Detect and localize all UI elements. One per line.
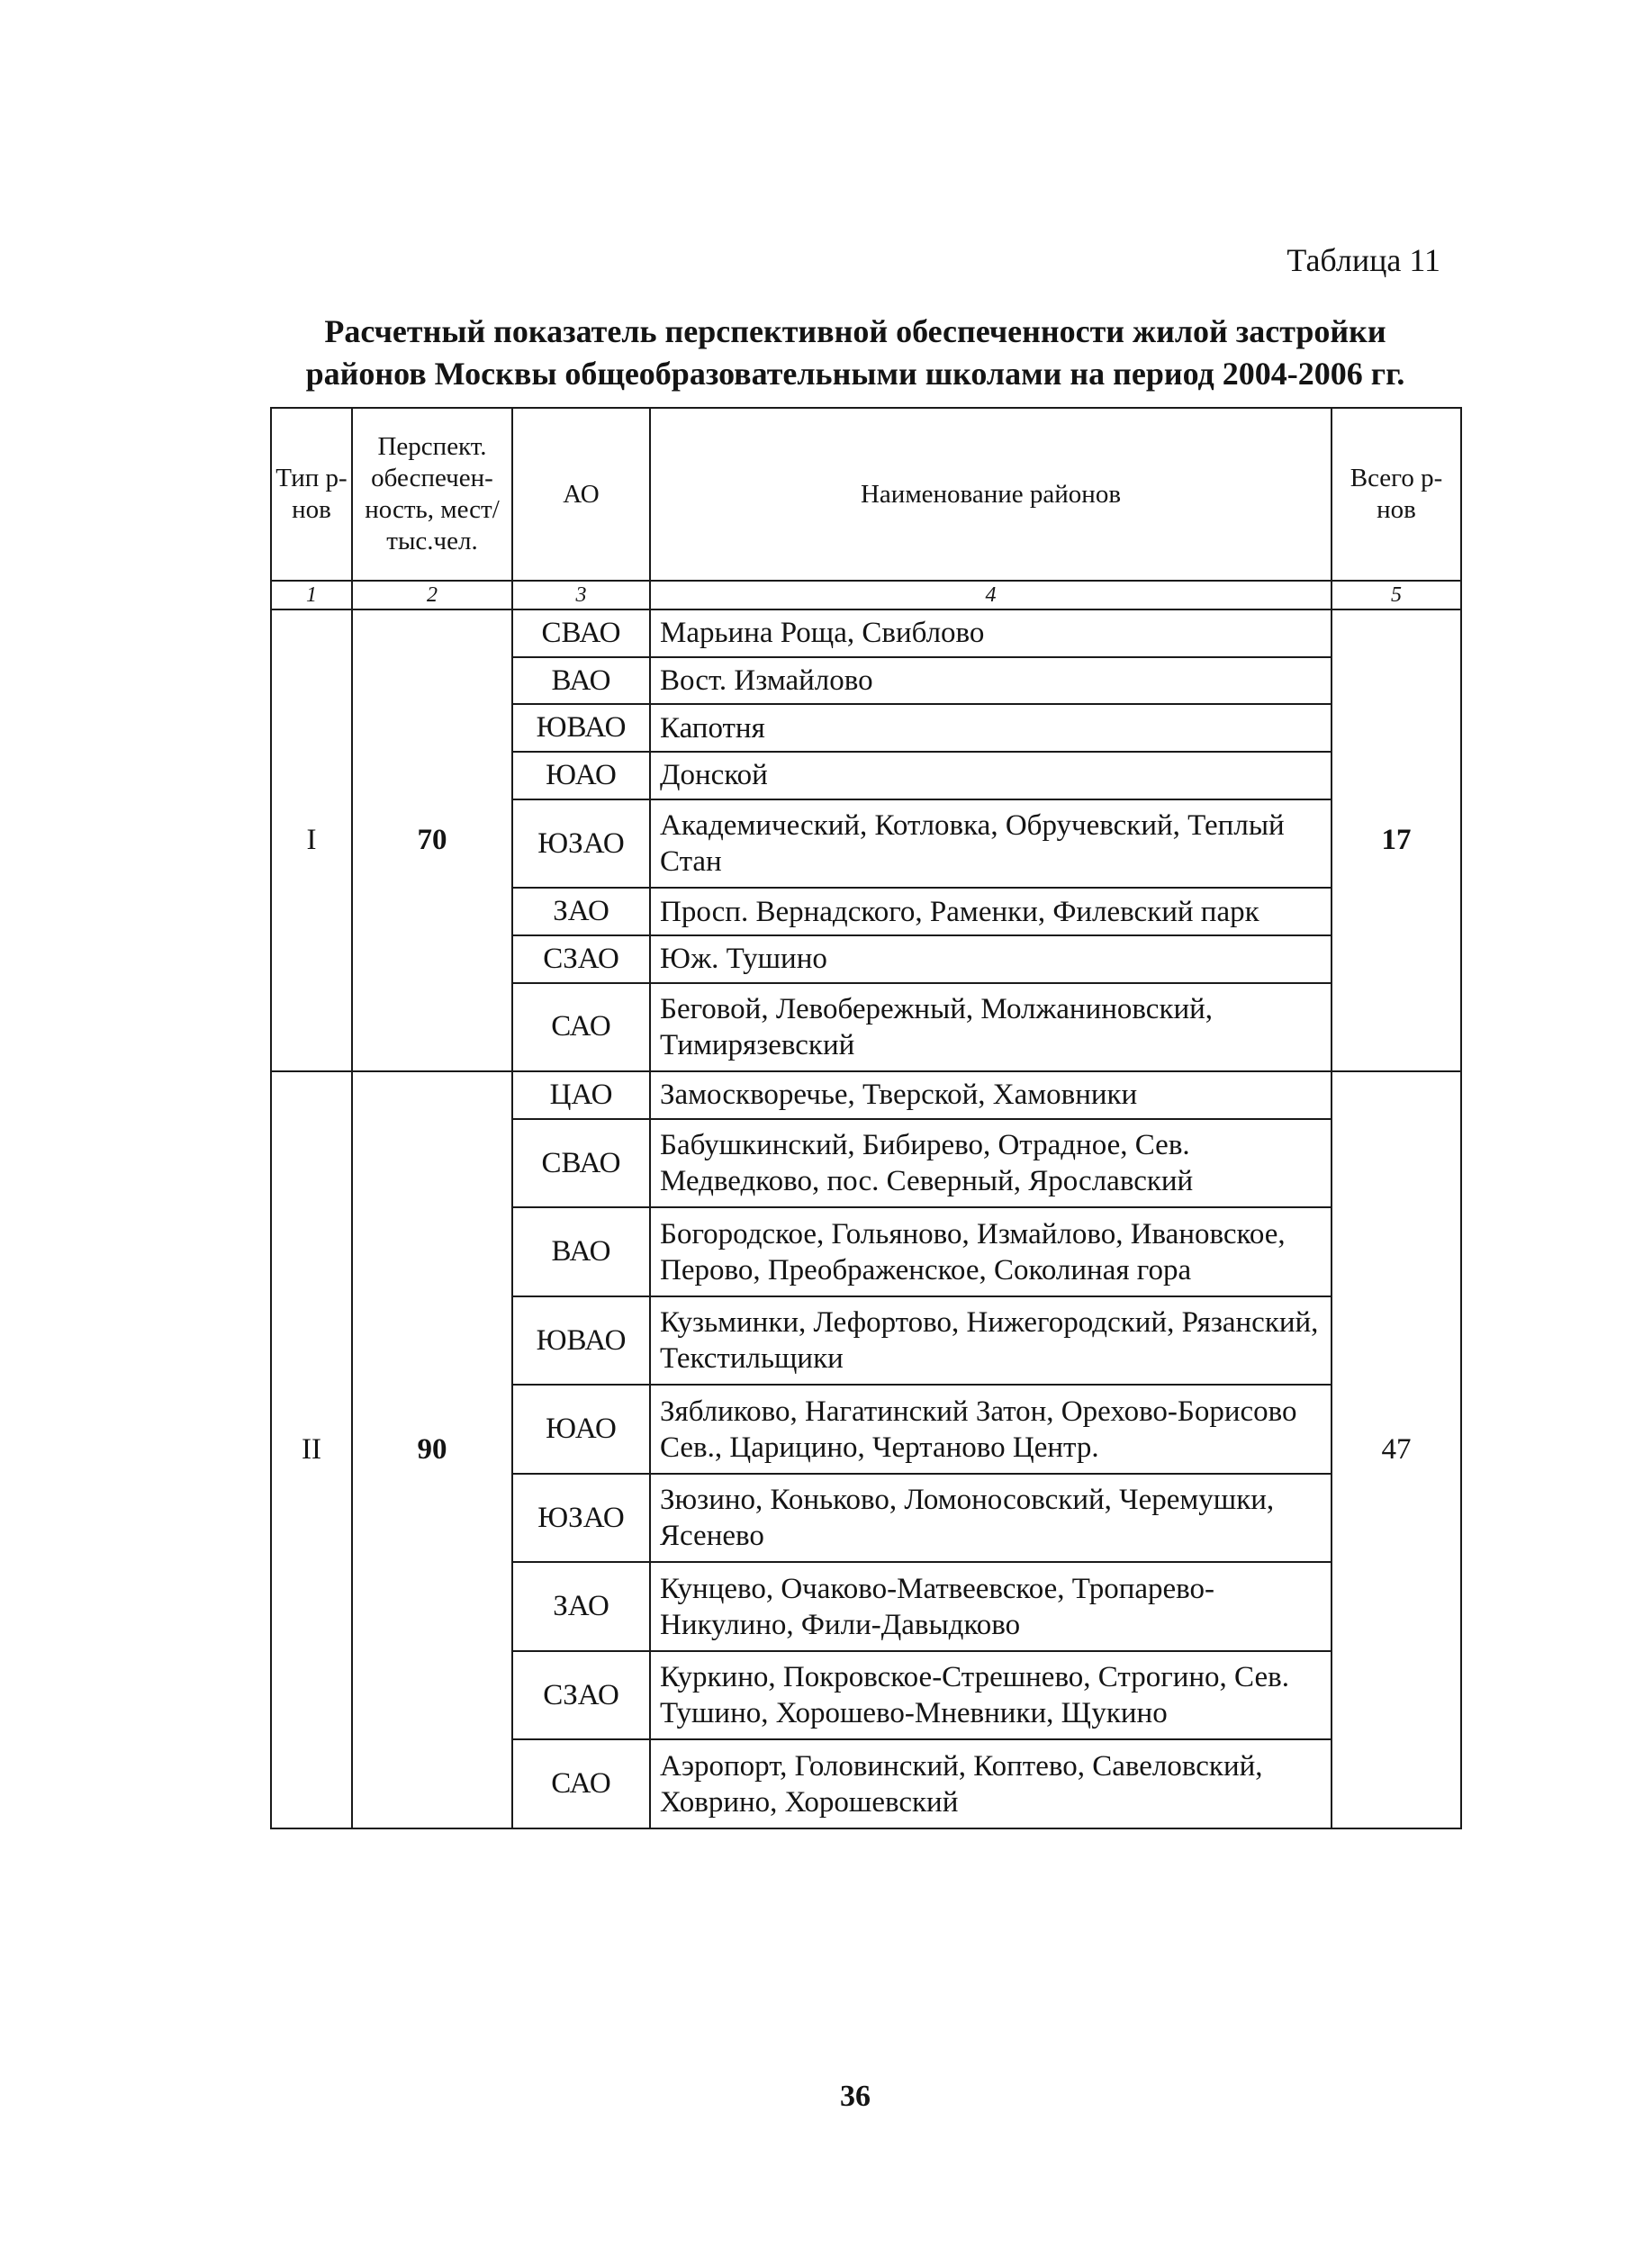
district-names-cell: Богородское, Гольяново, Измайлово, Ивановское, Перово, Преображенское, Соколиная гора (650, 1207, 1332, 1296)
ao-cell: ЮАО (512, 1385, 650, 1474)
ao-cell: СЗАО (512, 935, 650, 983)
ao-cell: ЮВАО (512, 1296, 650, 1386)
table-row (271, 609, 1461, 657)
ao-cell: ЮВАО (512, 704, 650, 752)
ao-cell: ЮЗАО (512, 799, 650, 889)
district-names-cell: Капотня (650, 704, 1332, 752)
ao-cell: СВАО (512, 609, 650, 657)
header-names: Наименование районов (650, 408, 1332, 581)
ao-cell: ЮЗАО (512, 1474, 650, 1563)
column-number: 5 (1332, 581, 1461, 609)
header-perspective: Перспект. обеспечен-ность, мест/ тыс.чел. (352, 408, 512, 581)
group-type-cell: II (271, 1071, 352, 1828)
header-total: Всего р-нов (1332, 408, 1461, 581)
column-number: 4 (650, 581, 1332, 609)
ao-cell: САО (512, 1739, 650, 1828)
header-row (271, 408, 1461, 581)
group-perspective-cell: 70 (352, 609, 512, 1071)
ao-cell: ВАО (512, 657, 650, 705)
ao-cell: СЗАО (512, 1651, 650, 1740)
ao-cell: СВАО (512, 1119, 650, 1208)
district-names-cell: Зюзино, Коньково, Ломоносовский, Черемушки, Ясенево (650, 1474, 1332, 1563)
group-total-cell: 47 (1332, 1071, 1461, 1828)
district-names-cell: Беговой, Левобережный, Молжаниновский, Тимирязевский (650, 983, 1332, 1072)
column-number-row (271, 581, 1461, 609)
header-ao: АО (512, 408, 650, 581)
district-names-cell: Академический, Котловка, Обручевский, Теплый Стан (650, 799, 1332, 889)
district-names-cell: Просп. Вернадского, Раменки, Филевский парк (650, 888, 1332, 935)
group-total-cell: 17 (1332, 609, 1461, 1071)
district-names-cell: Бабушкинский, Бибирево, Отрадное, Сев. Медведково, пос. Северный, Ярославский (650, 1119, 1332, 1208)
district-names-cell: Кунцево, Очаково-Матвеевское, Тропарево-Никулино, Фили-Давыдково (650, 1562, 1332, 1651)
district-names-cell: Кузьминки, Лефортово, Нижегородский, Рязанский, Текстильщики (650, 1296, 1332, 1386)
schools-table (270, 407, 1462, 1829)
column-number: 3 (512, 581, 650, 609)
caption-line-1: Расчетный показатель перспективной обеспеченности жилой застройки (324, 313, 1386, 349)
ao-cell: ЮАО (512, 752, 650, 799)
district-names-cell: Куркино, Покровское-Стрешнево, Строгино, Сев. Тушино, Хорошево-Мневники, Щукино (650, 1651, 1332, 1740)
page-number: 36 (840, 2080, 871, 2113)
caption-line-2: районов Москвы общеобразовательными школами на период 2004-2006 гг. (305, 356, 1405, 392)
ao-cell: ЦАО (512, 1071, 650, 1119)
district-names-cell: Донской (650, 752, 1332, 799)
district-names-cell: Марьина Роща, Свиблово (650, 609, 1332, 657)
table-label: Таблица 11 (1286, 242, 1440, 278)
district-names-cell: Юж. Тушино (650, 935, 1332, 983)
district-names-cell: Аэропорт, Головинский, Коптево, Савеловский, Ховрино, Хорошевский (650, 1739, 1332, 1828)
district-names-cell: Зябликово, Нагатинский Затон, Орехово-Борисово Сев., Царицино, Чертаново Центр. (650, 1385, 1332, 1474)
table-caption (252, 311, 1458, 395)
ao-cell: ЗАО (512, 1562, 650, 1651)
column-number: 2 (352, 581, 512, 609)
district-names-cell: Замоскворечье, Тверской, Хамовники (650, 1071, 1332, 1119)
ao-cell: САО (512, 983, 650, 1072)
group-perspective-cell: 90 (352, 1071, 512, 1828)
header-type: Тип р-нов (271, 408, 352, 581)
ao-cell: ВАО (512, 1207, 650, 1296)
table-row (271, 1071, 1461, 1119)
district-names-cell: Вост. Измайлово (650, 657, 1332, 705)
group-type-cell: I (271, 609, 352, 1071)
column-number: 1 (271, 581, 352, 609)
ao-cell: ЗАО (512, 888, 650, 935)
